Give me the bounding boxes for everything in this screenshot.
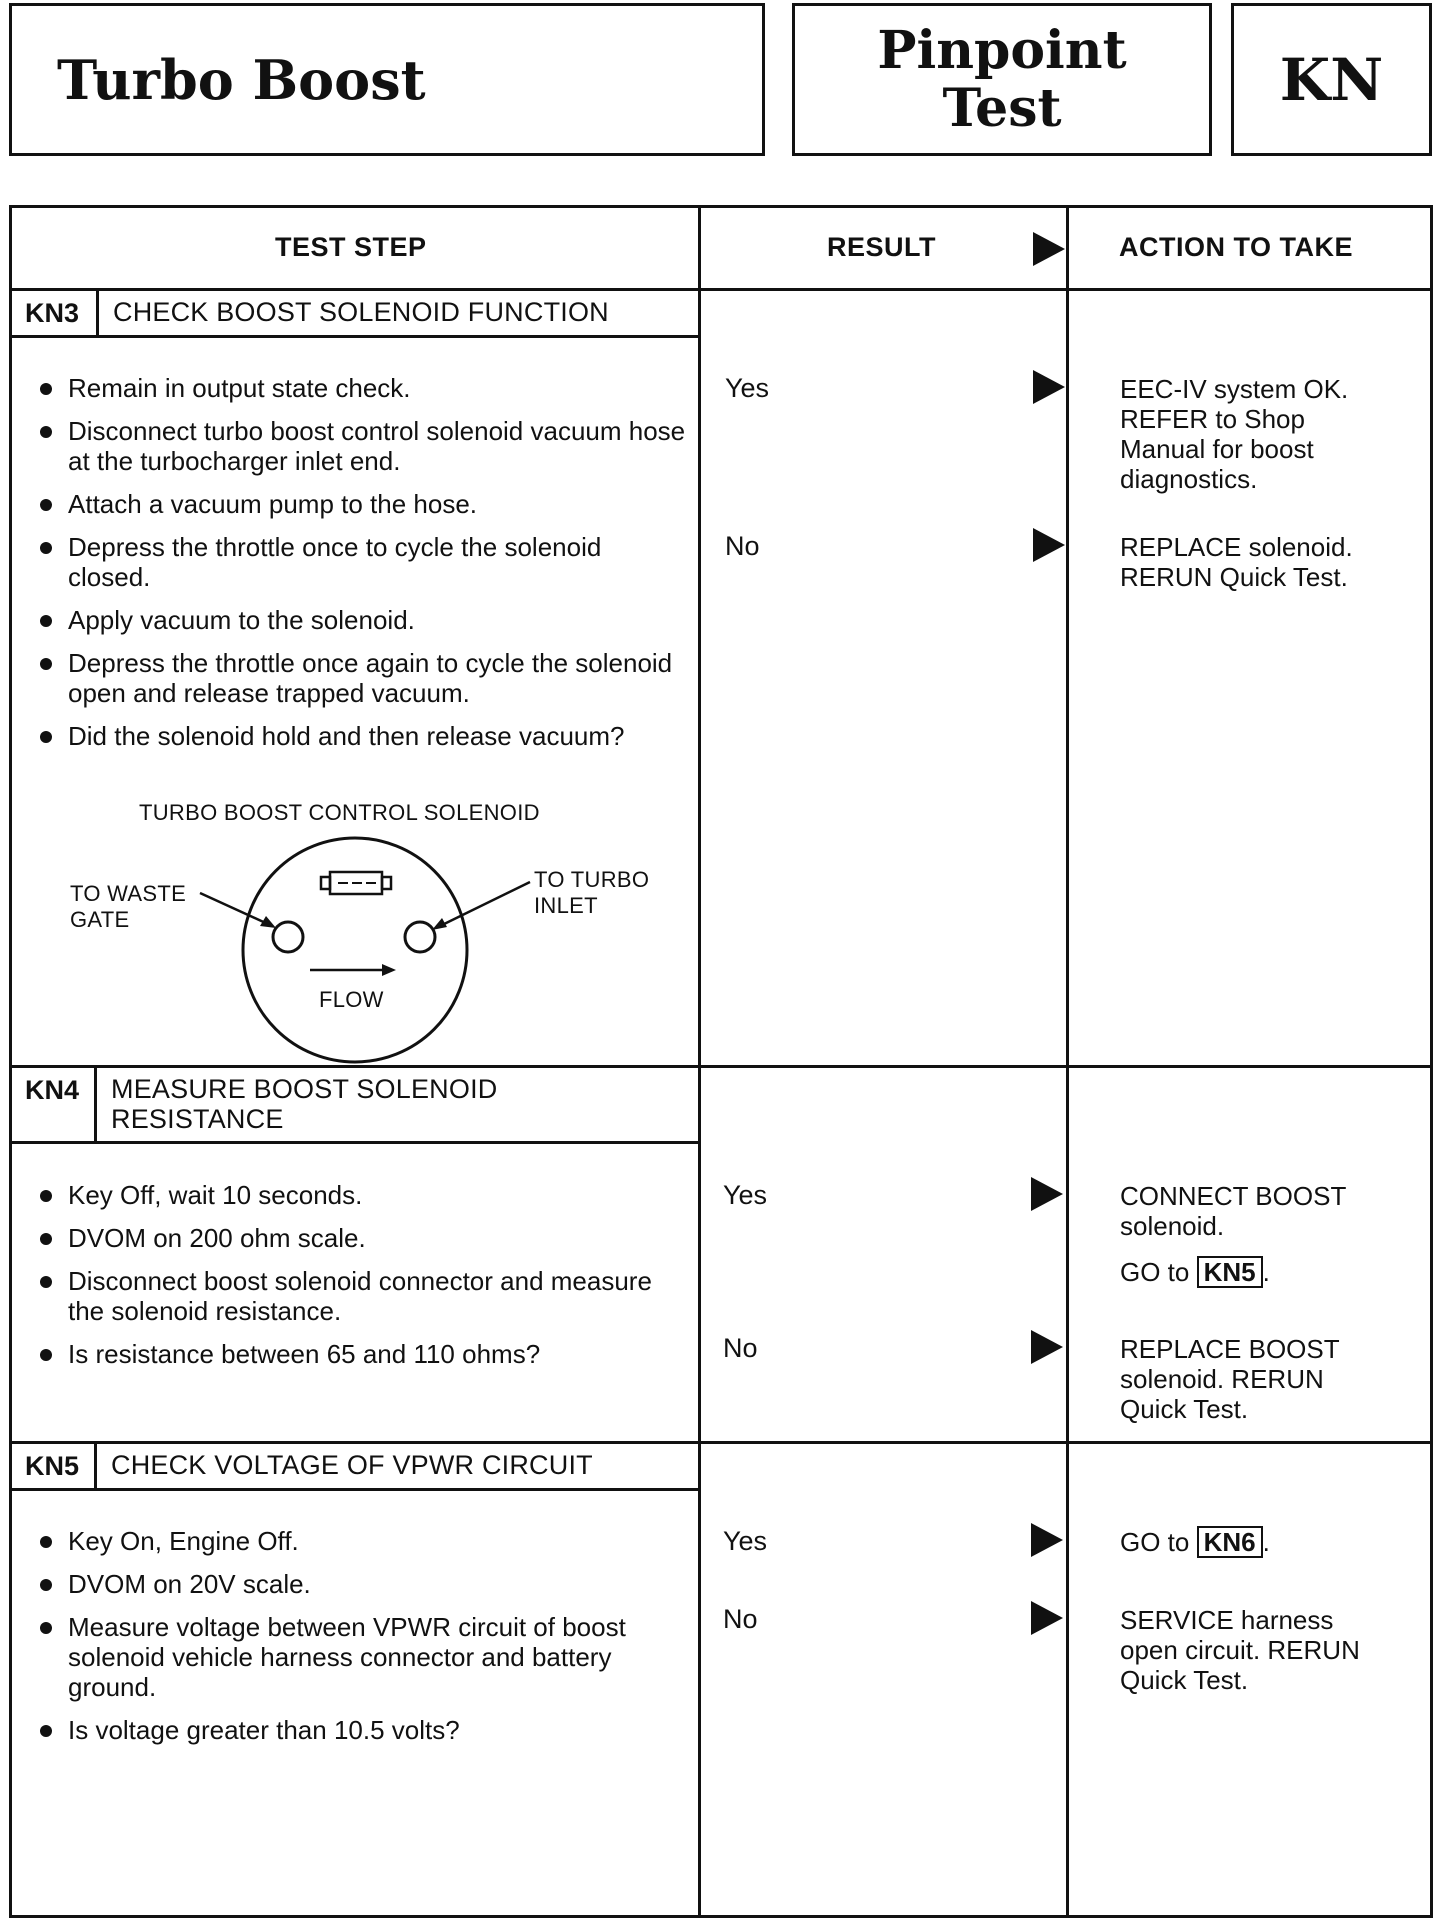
action-line: CONNECT BOOST	[1120, 1181, 1347, 1211]
action-line: SERVICE harness	[1120, 1605, 1334, 1635]
diagram-label-waste-gate-2: GATE	[70, 907, 130, 932]
pinpoint-test-box	[792, 3, 1212, 156]
list-item: Attach a vacuum pump to the hose.	[38, 489, 688, 519]
step-title-line: RESISTANCE	[111, 1104, 284, 1134]
kn5-no-arrow-icon	[1031, 1601, 1063, 1635]
goto-line: GO to KN5 .	[1120, 1257, 1270, 1287]
kn4-result-yes: Yes	[723, 1180, 768, 1210]
diagram-label-waste-gate-1: TO WASTE	[70, 881, 187, 906]
col-header-action: ACTION TO TAKE	[1119, 232, 1353, 262]
list-item: Disconnect turbo boost control solenoid vacuum hose at the turbocharger inlet end.	[38, 416, 688, 476]
action-line: REFER to Shop	[1120, 404, 1305, 434]
list-item: DVOM on 200 ohm scale.	[38, 1223, 688, 1253]
step-id-kn5: KN5	[25, 1451, 80, 1481]
action-line: REPLACE BOOST	[1120, 1334, 1340, 1364]
kn4-step-list	[38, 1180, 688, 1382]
action-line: REPLACE solenoid.	[1120, 532, 1353, 562]
action-line: EEC-IV system OK.	[1120, 374, 1349, 404]
kn3-id-divider	[96, 288, 99, 338]
diagram-label-turbo-inlet-1: TO TURBO	[534, 867, 650, 892]
kn4-result-no: No	[723, 1333, 758, 1363]
list-item: DVOM on 20V scale.	[38, 1569, 688, 1599]
list-item: Disconnect boost solenoid connector and measure the solenoid resistance.	[38, 1266, 688, 1326]
kn3-result-yes: Yes	[725, 373, 770, 403]
diagram-title: TURBO BOOST CONTROL SOLENOID	[139, 800, 540, 825]
connector-icon	[321, 872, 391, 894]
kn3-step-list	[38, 373, 688, 764]
kn5-result-no: No	[723, 1604, 758, 1634]
list-item: Is resistance between 65 and 110 ohms?	[38, 1339, 688, 1369]
step-title-kn5: CHECK VOLTAGE OF VPWR CIRCUIT	[111, 1450, 593, 1480]
kn5-title-underline	[12, 1488, 698, 1491]
step-title-line: MEASURE BOOST SOLENOID	[111, 1074, 498, 1104]
list-item: Remain in output state check.	[38, 373, 688, 403]
pinpoint-label: Pinpoint	[877, 19, 1127, 81]
goto-label: GO to	[1120, 1527, 1190, 1557]
action-line: open circuit. RERUN	[1120, 1635, 1360, 1665]
diagram-label-flow: FLOW	[319, 987, 384, 1012]
kn3-action-no	[1120, 532, 1353, 592]
step-id-kn3: KN3	[25, 298, 80, 328]
kn5-result-yes: Yes	[723, 1526, 768, 1556]
kn5-yes-arrow-icon	[1031, 1523, 1063, 1557]
test-label: Test	[942, 77, 1062, 139]
test-code: KN	[1279, 45, 1384, 114]
turbo-inlet-port	[405, 922, 435, 952]
waste-gate-port	[273, 922, 303, 952]
kn4-yes-arrow-icon	[1031, 1177, 1063, 1211]
result-arrow-icon	[1033, 232, 1065, 266]
list-item: Is voltage greater than 10.5 volts?	[38, 1715, 688, 1745]
list-item: Did the solenoid hold and then release vacuum?	[38, 721, 688, 751]
action-line: diagnostics.	[1120, 464, 1258, 494]
kn5-action-no	[1120, 1605, 1360, 1695]
column-divider-1	[698, 208, 701, 1915]
kn4-row-divider	[12, 1441, 1430, 1444]
kn3-title-underline	[12, 335, 698, 338]
kn4-no-arrow-icon	[1031, 1330, 1063, 1364]
list-item: Apply vacuum to the solenoid.	[38, 605, 688, 635]
action-line: Quick Test.	[1120, 1665, 1249, 1695]
action-line: solenoid. RERUN	[1120, 1364, 1324, 1394]
diagram-label-turbo-inlet-2: INLET	[534, 893, 598, 918]
column-divider-2	[1066, 208, 1069, 1915]
page-title: Turbo Boost	[57, 47, 426, 112]
kn4-id-divider	[94, 1065, 97, 1144]
list-item: Key Off, wait 10 seconds.	[38, 1180, 688, 1210]
action-line: solenoid.	[1120, 1211, 1225, 1241]
flow-arrow-icon	[310, 964, 396, 976]
kn5-step-list	[38, 1526, 688, 1758]
list-item: Key On, Engine Off.	[38, 1526, 688, 1556]
test-code-box	[1231, 3, 1432, 156]
goto-kn5-link[interactable]: KN5	[1197, 1256, 1263, 1288]
list-item: Depress the throttle once to cycle the solenoid closed.	[38, 532, 688, 592]
kn3-action-yes	[1120, 374, 1348, 494]
step-id-kn4: KN4	[25, 1075, 80, 1105]
action-line: Manual for boost	[1120, 434, 1314, 464]
goto-label: GO to	[1120, 1257, 1190, 1287]
kn4-title-underline	[12, 1141, 698, 1144]
kn3-result-no: No	[725, 531, 760, 561]
step-title-kn3: CHECK BOOST SOLENOID FUNCTION	[113, 297, 609, 327]
kn4-action-yes	[1120, 1181, 1346, 1288]
list-item: Depress the throttle once again to cycle the solenoid open and release trapped vacuum.	[38, 648, 688, 708]
action-line: RERUN Quick Test.	[1120, 562, 1348, 592]
col-header-result: RESULT	[827, 232, 936, 262]
list-item: Measure voltage between VPWR circuit of boost solenoid vehicle harness connector and battery ground.	[38, 1612, 688, 1702]
kn5-id-divider	[94, 1441, 97, 1491]
solenoid-diagram	[220, 830, 490, 1070]
step-title-kn4	[111, 1074, 498, 1134]
kn5-action-yes: GO to KN6 .	[1120, 1527, 1270, 1557]
col-header-test-step: TEST STEP	[275, 232, 427, 262]
kn4-action-no	[1120, 1334, 1340, 1424]
kn3-yes-arrow-icon	[1033, 370, 1065, 404]
header-row-divider	[12, 288, 1430, 291]
kn3-no-arrow-icon	[1033, 528, 1065, 562]
action-line: Quick Test.	[1120, 1394, 1249, 1424]
title-box	[9, 3, 765, 156]
goto-kn6-link[interactable]: KN6	[1197, 1526, 1263, 1558]
